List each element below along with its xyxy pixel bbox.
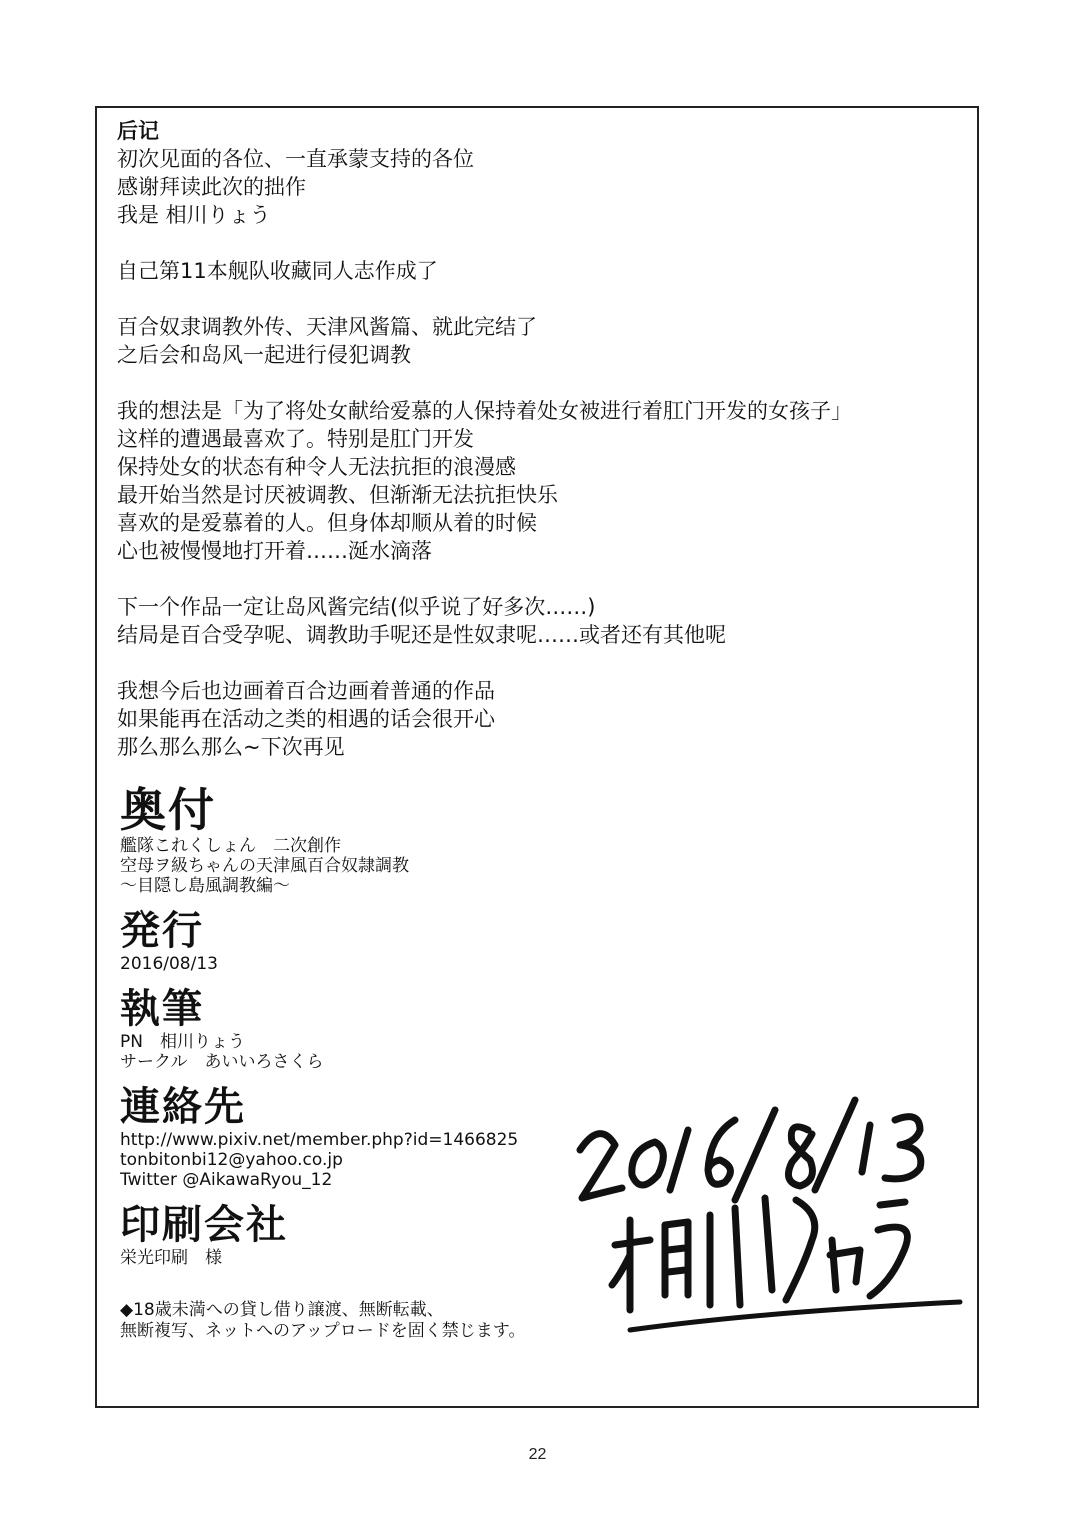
colophon-heading: 奥付 — [120, 783, 216, 837]
signature-drawing — [560, 1090, 980, 1360]
afterword-line: 如果能再在活动之类的相遇的话会很开心 — [117, 707, 495, 731]
author-heading: 執筆 — [120, 986, 204, 1032]
afterword-line: 喜欢的是爱慕着的人。但身体却顺从着的时候 — [117, 511, 537, 535]
afterword-line: 自己第11本舰队收藏同人志作成了 — [117, 259, 438, 283]
notice-line: ◆18歳未満への貸し借り譲渡、無断転載、 — [120, 1300, 444, 1320]
afterword-line: 初次见面的各位、一直承蒙支持的各位 — [117, 147, 474, 171]
printer-name: 栄光印刷 様 — [120, 1248, 222, 1268]
notice-line: 無断複写、ネットへのアップロードを固く禁じます。 — [120, 1321, 526, 1341]
issue-date: 2016/08/13 — [120, 954, 218, 974]
afterword-line: 下一个作品一定让岛风酱完结(似乎说了好多次……) — [117, 595, 596, 619]
afterword-section — [117, 117, 937, 761]
book-title-line: 艦隊これくしょん 二次創作 — [120, 836, 341, 856]
afterword-line: 结局是百合受孕呢、调教助手呢还是性奴隶呢……或者还有其他呢 — [117, 623, 726, 647]
afterword-line: 我是 相川りょう — [117, 203, 271, 227]
book-title-line: ～目隠し島風調教編～ — [120, 876, 290, 896]
afterword-line: 心也被慢慢地打开着……涎水滴落 — [117, 539, 432, 563]
book-title-line: 空母ヲ級ちゃんの天津風百合奴隷調教 — [120, 856, 409, 876]
printer-heading: 印刷会社 — [120, 1202, 288, 1248]
afterword-line: 那么那么那么~下次再见 — [117, 735, 345, 759]
contact-email[interactable]: tonbitonbi12@yahoo.co.jp — [120, 1150, 343, 1170]
afterword-title: 后记 — [117, 119, 159, 143]
afterword-line: 之后会和岛风一起进行侵犯调教 — [117, 343, 411, 367]
afterword-line: 感谢拜读此次的拙作 — [117, 175, 306, 199]
afterword-line: 百合奴隶调教外传、天津风酱篇、就此完结了 — [117, 315, 537, 339]
contact-url[interactable]: http://www.pixiv.net/member.php?id=1466825 — [120, 1130, 519, 1150]
handwritten-signature — [560, 1090, 980, 1360]
afterword-line: 最开始当然是讨厌被调教、但渐渐无法抗拒快乐 — [117, 483, 558, 507]
afterword-line: 我想今后也边画着百合边画着普通的作品 — [117, 679, 495, 703]
author-line: サークル あいいろさくら — [120, 1052, 324, 1072]
afterword-line: 我的想法是「为了将处女献给爱慕的人保持着处女被进行着肛门开发的女孩子」 — [117, 399, 852, 423]
contact-twitter[interactable]: Twitter @AikawaRyou_12 — [120, 1170, 333, 1190]
afterword-line: 这样的遭遇最喜欢了。特别是肛门开发 — [117, 427, 474, 451]
issue-heading: 発行 — [120, 908, 204, 954]
contact-heading: 連絡先 — [120, 1084, 246, 1130]
author-line: PN 相川りょう — [120, 1032, 245, 1052]
page-number: 22 — [528, 1446, 547, 1463]
afterword-line: 保持处女的状态有种令人无法抗拒的浪漫感 — [117, 455, 516, 479]
